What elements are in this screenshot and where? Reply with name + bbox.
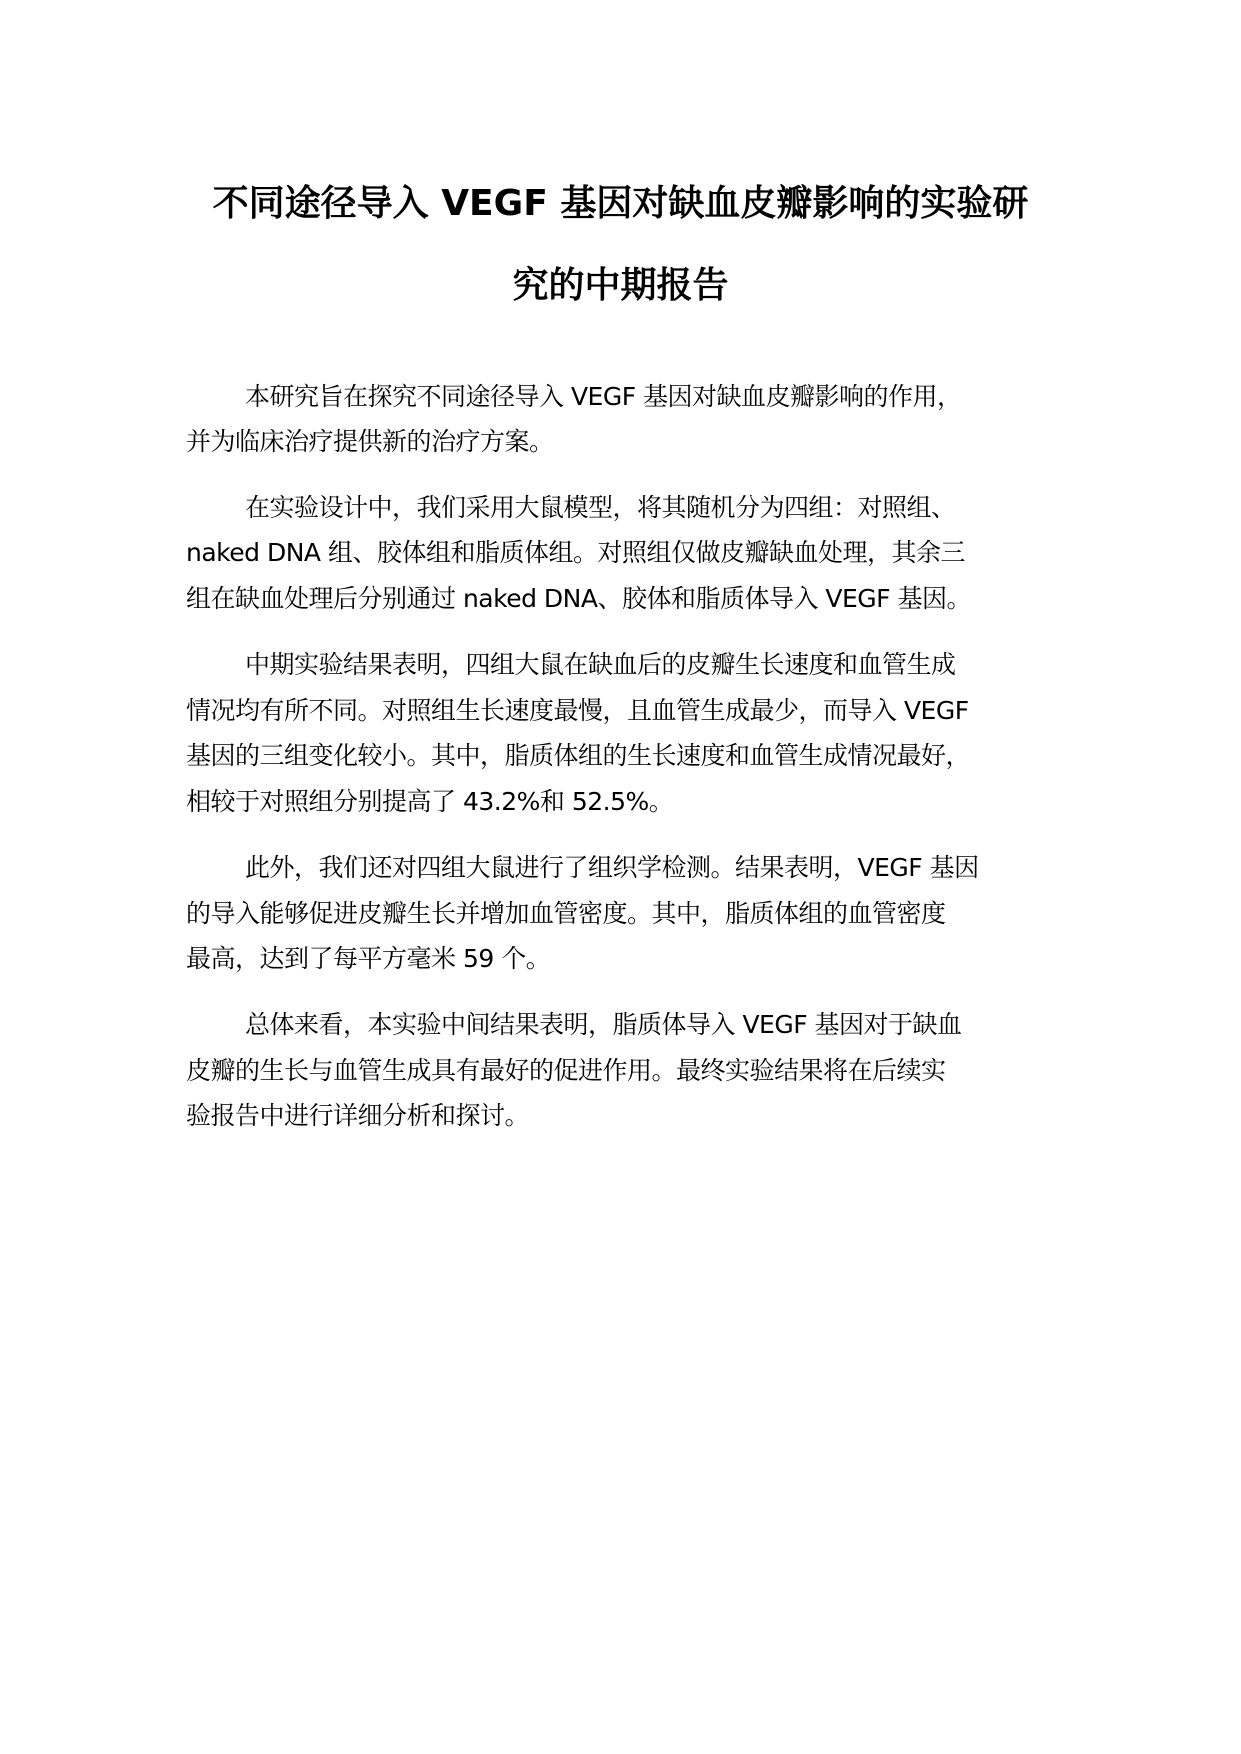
document-title-line-2: 究的中期报告: [512, 265, 729, 306]
paragraph-line: 中期实验结果表明，四组大鼠在缺血后的皮瓣生长速度和血管生成: [245, 650, 956, 679]
paragraph-line: 此外，我们还对四组大鼠进行了组织学检测。结果表明，VEGF 基因: [245, 853, 979, 882]
paragraph-line: 基因的三组变化较小。其中，脂质体组的生长速度和血管生成情况最好，: [186, 741, 971, 770]
paragraph-line: 并为临床治疗提供新的治疗方案。: [186, 427, 554, 456]
paragraph-line: 本研究旨在探究不同途径导入 VEGF 基因对缺血皮瓣影响的作用，: [245, 382, 962, 411]
paragraph-line: 情况均有所不同。对照组生长速度最慢，且血管生成最少，而导入 VEGF: [186, 696, 969, 725]
paragraph-line: 组在缺血处理后分别通过 naked DNA、胶体和脂质体导入 VEGF 基因。: [186, 584, 971, 613]
paragraph-line: 在实验设计中，我们采用大鼠模型，将其随机分为四组：对照组、: [245, 493, 956, 522]
paragraph-line: 验报告中进行详细分析和探讨。: [186, 1101, 530, 1130]
document-title-line-1: 不同途径导入 VEGF 基因对缺血皮瓣影响的实验研: [212, 183, 1029, 224]
paragraph-line: naked DNA 组、胶体组和脂质体组。对照组仅做皮瓣缺血处理，其余三: [186, 538, 965, 567]
paragraph-line: 相较于对照组分别提高了 43.2%和 52.5%。: [186, 787, 674, 816]
paragraph-line: 的导入能够促进皮瓣生长并增加血管密度。其中，脂质体组的血管密度: [186, 899, 946, 928]
paragraph-line: 总体来看，本实验中间结果表明，脂质体导入 VEGF 基因对于缺血: [245, 1010, 962, 1039]
paragraph-line: 皮瓣的生长与血管生成具有最好的促进作用。最终实验结果将在后续实: [186, 1056, 946, 1085]
paragraph-line: 最高，达到了每平方毫米 59 个。: [186, 944, 551, 973]
